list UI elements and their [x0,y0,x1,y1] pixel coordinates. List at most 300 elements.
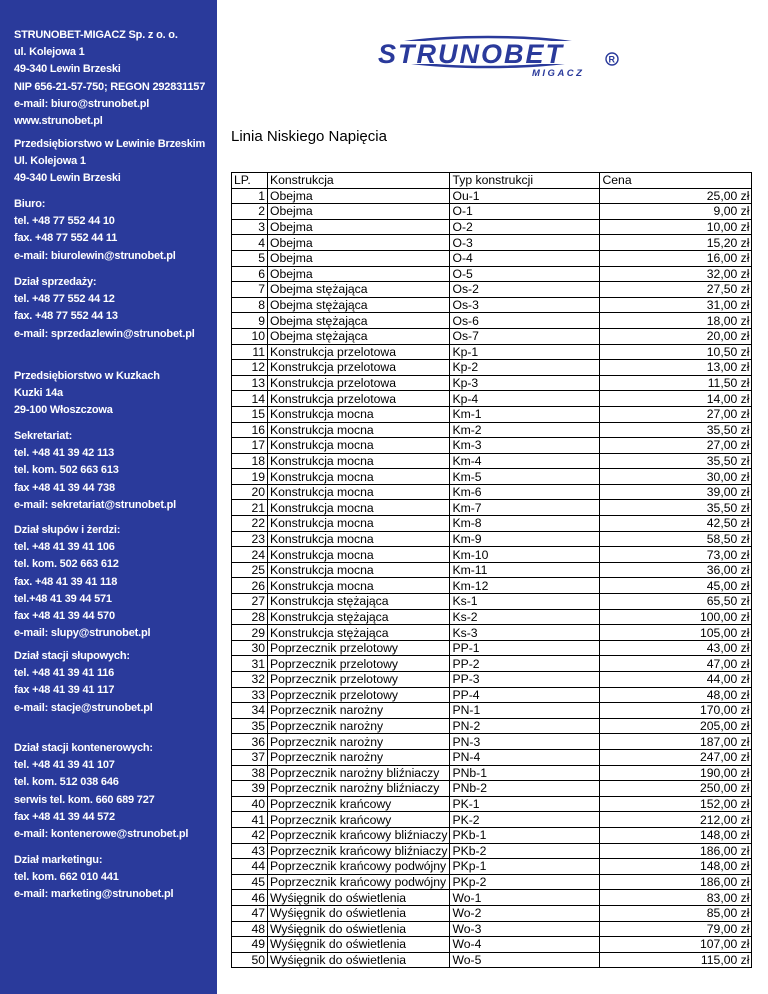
cell-cena: 47,00 zł [600,656,752,672]
cell-konstrukcja: Poprzecznik narożny [268,718,450,734]
cell-konstrukcja: Poprzecznik narożny bliźniaczy [268,781,450,797]
cell-cena: 79,00 zł [600,921,752,937]
cell-typ: PP-4 [450,687,600,703]
cell-konstrukcja: Poprzecznik krańcowy [268,796,450,812]
cell-konstrukcja: Poprzecznik krańcowy bliźniaczy [268,843,450,859]
cell-cena: 45,00 zł [600,578,752,594]
table-row [232,781,752,797]
cell-typ: Kp-2 [450,360,600,376]
sidebar-line: tel. +48 41 39 42 113 [14,447,115,460]
cell-typ: Km-11 [450,562,600,578]
cell-typ: O-5 [450,266,600,282]
table-row [232,297,752,313]
header-lp: LP. [232,173,268,189]
branch-lewin-info [14,136,214,188]
cell-typ: Os-3 [450,297,600,313]
cell-typ: Wo-2 [450,905,600,921]
cell-lp: 23 [232,531,268,547]
cell-konstrukcja: Konstrukcja mocna [268,469,450,485]
cell-cena: 18,00 zł [600,313,752,329]
cell-lp: 31 [232,656,268,672]
secretariat-contact [14,428,214,514]
cell-konstrukcja: Konstrukcja mocna [268,547,450,563]
sidebar-line: Ul. Kolejowa 1 [14,155,86,168]
sidebar-line: 49-340 Lewin Brzeski [14,63,121,76]
sidebar-line: tel. +48 77 552 44 12 [14,293,115,306]
cell-cena: 31,00 zł [600,297,752,313]
sidebar-line: Kuzki 14a [14,387,63,400]
table-row [232,890,752,906]
cell-typ: Km-1 [450,406,600,422]
branch-kuzki-info [14,368,214,420]
sidebar-line: e-mail: sprzedazlewin@strunobet.pl [14,327,195,340]
cell-konstrukcja: Obejma stężająca [268,313,450,329]
cell-konstrukcja: Wyśięgnik do oświetlenia [268,952,450,968]
sidebar-line: Dział marketingu: [14,854,103,866]
cell-lp: 10 [232,328,268,344]
cell-lp: 46 [232,890,268,906]
table-row [232,749,752,765]
sidebar-line: e-mail: slupy@strunobet.pl [14,627,151,640]
price-table [231,172,752,968]
cell-konstrukcja: Poprzecznik krańcowy [268,812,450,828]
table-row [232,827,752,843]
sidebar-line: Biuro: [14,198,46,210]
table-row [232,921,752,937]
header-cena: Cena [600,173,752,189]
cell-cena: 35,50 zł [600,422,752,438]
sidebar-line: ul. Kolejowa 1 [14,46,85,59]
cell-lp: 3 [232,219,268,235]
cell-typ: Os-6 [450,313,600,329]
cell-lp: 9 [232,313,268,329]
table-row [232,952,752,968]
cell-lp: 42 [232,827,268,843]
cell-cena: 27,00 zł [600,406,752,422]
cell-cena: 10,50 zł [600,344,752,360]
cell-lp: 7 [232,282,268,298]
table-row [232,687,752,703]
cell-typ: Ks-1 [450,594,600,610]
cell-lp: 43 [232,843,268,859]
cell-konstrukcja: Konstrukcja stężająca [268,594,450,610]
marketing-contact [14,852,214,904]
cell-konstrukcja: Poprzecznik przelotowy [268,640,450,656]
sidebar-line: STRUNOBET-MIGACZ Sp. z o. o. [14,29,178,41]
cell-konstrukcja: Obejma stężająca [268,328,450,344]
table-row [232,282,752,298]
cell-konstrukcja: Konstrukcja przelotowa [268,344,450,360]
cell-cena: 247,00 zł [600,749,752,765]
cell-cena: 27,50 zł [600,282,752,298]
sidebar-line: tel. kom. 662 010 441 [14,871,119,884]
sidebar-line: Dział słupów i żerdzi: [14,524,121,536]
sidebar-line: www.strunobet.pl [14,115,103,128]
sidebar-line: Sekretariat: [14,430,73,442]
sidebar-line: Przedsiębiorstwo w Lewinie Brzeskim [14,138,206,150]
cell-konstrukcja: Konstrukcja przelotowa [268,360,450,376]
cell-konstrukcja: Obejma [268,266,450,282]
cell-konstrukcja: Wyśięgnik do oświetlenia [268,890,450,906]
cell-lp: 22 [232,516,268,532]
table-row [232,703,752,719]
cell-cena: 9,00 zł [600,204,752,220]
header-typ: Typ konstrukcji [450,173,600,189]
cell-cena: 148,00 zł [600,827,752,843]
table-body [232,188,752,968]
cell-lp: 47 [232,905,268,921]
table-row [232,375,752,391]
table-row [232,391,752,407]
cell-konstrukcja: Poprzecznik narożny [268,749,450,765]
cell-typ: O-3 [450,235,600,251]
cell-konstrukcja: Wyśięgnik do oświetlenia [268,921,450,937]
sidebar-line: e-mail: sekretariat@strunobet.pl [14,498,177,511]
sidebar-line: tel. +48 77 552 44 10 [14,215,115,228]
cell-konstrukcja: Obejma stężająca [268,282,450,298]
cell-typ: Km-4 [450,453,600,469]
table-row [232,718,752,734]
pole-stations-contact [14,648,214,717]
table-row [232,812,752,828]
cell-lp: 24 [232,547,268,563]
cell-cena: 39,00 zł [600,484,752,500]
cell-cena: 35,50 zł [600,500,752,516]
cell-lp: 13 [232,375,268,391]
cell-typ: PNb-2 [450,781,600,797]
table-row [232,578,752,594]
cell-typ: PKb-1 [450,827,600,843]
cell-lp: 2 [232,204,268,220]
cell-cena: 250,00 zł [600,781,752,797]
container-stations-contact [14,740,214,843]
sidebar-line: fax. +48 41 39 41 118 [14,575,118,588]
sidebar-line: Dział sprzedaży: [14,276,97,288]
cell-typ: PKp-2 [450,874,600,890]
cell-cena: 48,00 zł [600,687,752,703]
table-row [232,516,752,532]
sidebar-line: tel.+48 41 39 44 571 [14,592,112,605]
cell-typ: Km-7 [450,500,600,516]
cell-lp: 45 [232,874,268,890]
biuro-contact [14,196,214,265]
table-row [232,422,752,438]
cell-typ: Km-12 [450,578,600,594]
cell-konstrukcja: Poprzecznik narożny [268,703,450,719]
cell-cena: 205,00 zł [600,718,752,734]
cell-cena: 105,00 zł [600,625,752,641]
section-title: Linia Niskiego Napięcia [231,128,387,145]
cell-typ: PKb-2 [450,843,600,859]
cell-lp: 25 [232,562,268,578]
cell-konstrukcja: Wyśięgnik do oświetlenia [268,937,450,953]
cell-lp: 21 [232,500,268,516]
cell-konstrukcja: Obejma [268,204,450,220]
registered-mark-letter: R [608,54,615,65]
cell-cena: 170,00 zł [600,703,752,719]
table-row [232,500,752,516]
table-row [232,765,752,781]
table-row [232,328,752,344]
table-row [232,874,752,890]
table-row [232,484,752,500]
table-row [232,734,752,750]
cell-lp: 38 [232,765,268,781]
sidebar-line: e-mail: biurolewin@strunobet.pl [14,249,176,262]
sidebar-line: fax. +48 77 552 44 13 [14,310,118,323]
table-row [232,905,752,921]
table-row [232,204,752,220]
cell-konstrukcja: Konstrukcja przelotowa [268,391,450,407]
cell-lp: 30 [232,640,268,656]
sidebar-line: e-mail: kontenerowe@strunobet.pl [14,828,189,841]
sidebar-line: e-mail: marketing@strunobet.pl [14,888,174,901]
sidebar-line: tel. +48 41 39 41 116 [14,667,115,680]
cell-typ: Ks-3 [450,625,600,641]
cell-typ: O-1 [450,204,600,220]
table-row [232,219,752,235]
table-row [232,547,752,563]
cell-cena: 36,00 zł [600,562,752,578]
cell-lp: 1 [232,188,268,204]
sidebar-line: serwis tel. kom. 660 689 727 [14,793,155,806]
cell-konstrukcja: Poprzecznik krańcowy podwójny [268,859,450,875]
cell-typ: Km-8 [450,516,600,532]
cell-cena: 35,50 zł [600,453,752,469]
cell-cena: 58,50 zł [600,531,752,547]
table-header-row [232,173,752,189]
cell-konstrukcja: Konstrukcja stężająca [268,609,450,625]
cell-cena: 186,00 zł [600,843,752,859]
table-row [232,360,752,376]
cell-lp: 17 [232,438,268,454]
cell-cena: 44,00 zł [600,672,752,688]
cell-lp: 33 [232,687,268,703]
cell-typ: PP-1 [450,640,600,656]
cell-konstrukcja: Poprzecznik narożny [268,734,450,750]
cell-typ: PN-1 [450,703,600,719]
cell-lp: 5 [232,250,268,266]
cell-cena: 30,00 zł [600,469,752,485]
table-row [232,609,752,625]
cell-typ: Os-2 [450,282,600,298]
cell-cena: 187,00 zł [600,734,752,750]
cell-typ: Wo-5 [450,952,600,968]
cell-cena: 115,00 zł [600,952,752,968]
table-row [232,531,752,547]
cell-lp: 15 [232,406,268,422]
sidebar-line: fax +48 41 39 44 570 [14,610,115,623]
table-row [232,235,752,251]
cell-lp: 20 [232,484,268,500]
cell-typ: PK-2 [450,812,600,828]
cell-cena: 16,00 zł [600,250,752,266]
cell-lp: 37 [232,749,268,765]
cell-cena: 15,20 zł [600,235,752,251]
sidebar-line: e-mail: biuro@strunobet.pl [14,97,150,110]
sidebar-line: 29-100 Włoszczowa [14,404,113,417]
cell-lp: 8 [232,297,268,313]
table-row [232,625,752,641]
cell-cena: 32,00 zł [600,266,752,282]
table-row [232,640,752,656]
cell-lp: 35 [232,718,268,734]
strunobet-logo [376,34,626,82]
table-row [232,469,752,485]
cell-cena: 27,00 zł [600,438,752,454]
poles-dept-contact [14,522,214,642]
cell-cena: 212,00 zł [600,812,752,828]
cell-konstrukcja: Konstrukcja mocna [268,500,450,516]
cell-lp: 50 [232,952,268,968]
table-row [232,406,752,422]
table-row [232,562,752,578]
sidebar-line: fax. +48 77 552 44 11 [14,232,118,245]
logo-sub-text: MIGACZ [532,68,585,79]
cell-typ: PN-2 [450,718,600,734]
cell-typ: Kp-1 [450,344,600,360]
cell-konstrukcja: Konstrukcja mocna [268,406,450,422]
sidebar-line: fax +48 41 39 44 572 [14,810,115,823]
cell-typ: Km-6 [450,484,600,500]
cell-typ: PK-1 [450,796,600,812]
cell-cena: 186,00 zł [600,874,752,890]
table-row [232,796,752,812]
cell-cena: 42,50 zł [600,516,752,532]
cell-typ: Km-2 [450,422,600,438]
table-row [232,438,752,454]
table-row [232,843,752,859]
cell-typ: Kp-4 [450,391,600,407]
cell-konstrukcja: Konstrukcja przelotowa [268,375,450,391]
cell-cena: 190,00 zł [600,765,752,781]
cell-lp: 11 [232,344,268,360]
cell-typ: Ou-1 [450,188,600,204]
cell-lp: 6 [232,266,268,282]
header-konstrukcja: Konstrukcja [268,173,450,189]
cell-lp: 12 [232,360,268,376]
sidebar-line: Dział stacji kontenerowych: [14,742,153,754]
cell-konstrukcja: Konstrukcja mocna [268,438,450,454]
cell-cena: 148,00 zł [600,859,752,875]
cell-lp: 29 [232,625,268,641]
cell-cena: 20,00 zł [600,328,752,344]
cell-typ: O-2 [450,219,600,235]
cell-typ: Wo-1 [450,890,600,906]
cell-lp: 18 [232,453,268,469]
sidebar-line: 49-340 Lewin Brzeski [14,172,121,185]
cell-typ: Wo-4 [450,937,600,953]
cell-lp: 32 [232,672,268,688]
cell-lp: 39 [232,781,268,797]
cell-cena: 85,00 zł [600,905,752,921]
cell-lp: 48 [232,921,268,937]
cell-lp: 49 [232,937,268,953]
cell-typ: PP-3 [450,672,600,688]
cell-konstrukcja: Obejma [268,188,450,204]
cell-konstrukcja: Poprzecznik krańcowy bliźniaczy [268,827,450,843]
sidebar-line: tel. kom. 512 038 646 [14,776,119,789]
table-row [232,250,752,266]
sidebar-line: fax +48 41 39 41 117 [14,684,115,697]
cell-konstrukcja: Konstrukcja mocna [268,516,450,532]
cell-lp: 19 [232,469,268,485]
cell-typ: PN-4 [450,749,600,765]
cell-konstrukcja: Konstrukcja stężająca [268,625,450,641]
sidebar-line: tel. +48 41 39 41 106 [14,541,115,554]
table-row [232,672,752,688]
sidebar-line: Dział stacji słupowych: [14,650,130,662]
cell-konstrukcja: Obejma [268,235,450,251]
table-row [232,937,752,953]
cell-lp: 26 [232,578,268,594]
cell-konstrukcja: Poprzecznik przelotowy [268,656,450,672]
cell-lp: 16 [232,422,268,438]
cell-cena: 10,00 zł [600,219,752,235]
cell-typ: Km-5 [450,469,600,485]
table-row [232,594,752,610]
cell-konstrukcja: Poprzecznik przelotowy [268,672,450,688]
cell-cena: 100,00 zł [600,609,752,625]
cell-lp: 34 [232,703,268,719]
table-row [232,453,752,469]
cell-typ: Km-10 [450,547,600,563]
cell-cena: 25,00 zł [600,188,752,204]
cell-cena: 65,50 zł [600,594,752,610]
cell-konstrukcja: Poprzecznik narożny bliźniaczy [268,765,450,781]
table-row [232,656,752,672]
cell-cena: 11,50 zł [600,375,752,391]
cell-lp: 4 [232,235,268,251]
cell-typ: O-4 [450,250,600,266]
sidebar-line: tel. kom. 502 663 613 [14,464,119,477]
cell-cena: 43,00 zł [600,640,752,656]
table-row [232,344,752,360]
cell-lp: 36 [232,734,268,750]
cell-typ: Ks-2 [450,609,600,625]
cell-typ: Wo-3 [450,921,600,937]
cell-typ: PNb-1 [450,765,600,781]
cell-typ: PKp-1 [450,859,600,875]
cell-typ: Km-3 [450,438,600,454]
sidebar-line: e-mail: stacje@strunobet.pl [14,701,153,714]
company-info [14,27,214,130]
sidebar-line: NIP 656-21-57-750; REGON 292831157 [14,80,206,93]
cell-typ: Kp-3 [450,375,600,391]
cell-konstrukcja: Obejma [268,219,450,235]
sidebar-line: tel. +48 41 39 41 107 [14,759,115,772]
cell-typ: Km-9 [450,531,600,547]
contact-sidebar [0,0,217,994]
sidebar-line: Przedsiębiorstwo w Kuzkach [14,370,160,382]
table-row [232,313,752,329]
cell-cena: 107,00 zł [600,937,752,953]
cell-lp: 40 [232,796,268,812]
table-row [232,188,752,204]
cell-konstrukcja: Poprzecznik przelotowy [268,687,450,703]
sidebar-line: tel. kom. 502 663 612 [14,558,119,571]
cell-lp: 14 [232,391,268,407]
cell-cena: 73,00 zł [600,547,752,563]
cell-typ: PP-2 [450,656,600,672]
table-row [232,266,752,282]
cell-lp: 44 [232,859,268,875]
cell-konstrukcja: Konstrukcja mocna [268,531,450,547]
logo-main-text: STRUNOBET [378,39,564,69]
cell-typ: Os-7 [450,328,600,344]
cell-lp: 27 [232,594,268,610]
cell-konstrukcja: Konstrukcja mocna [268,484,450,500]
